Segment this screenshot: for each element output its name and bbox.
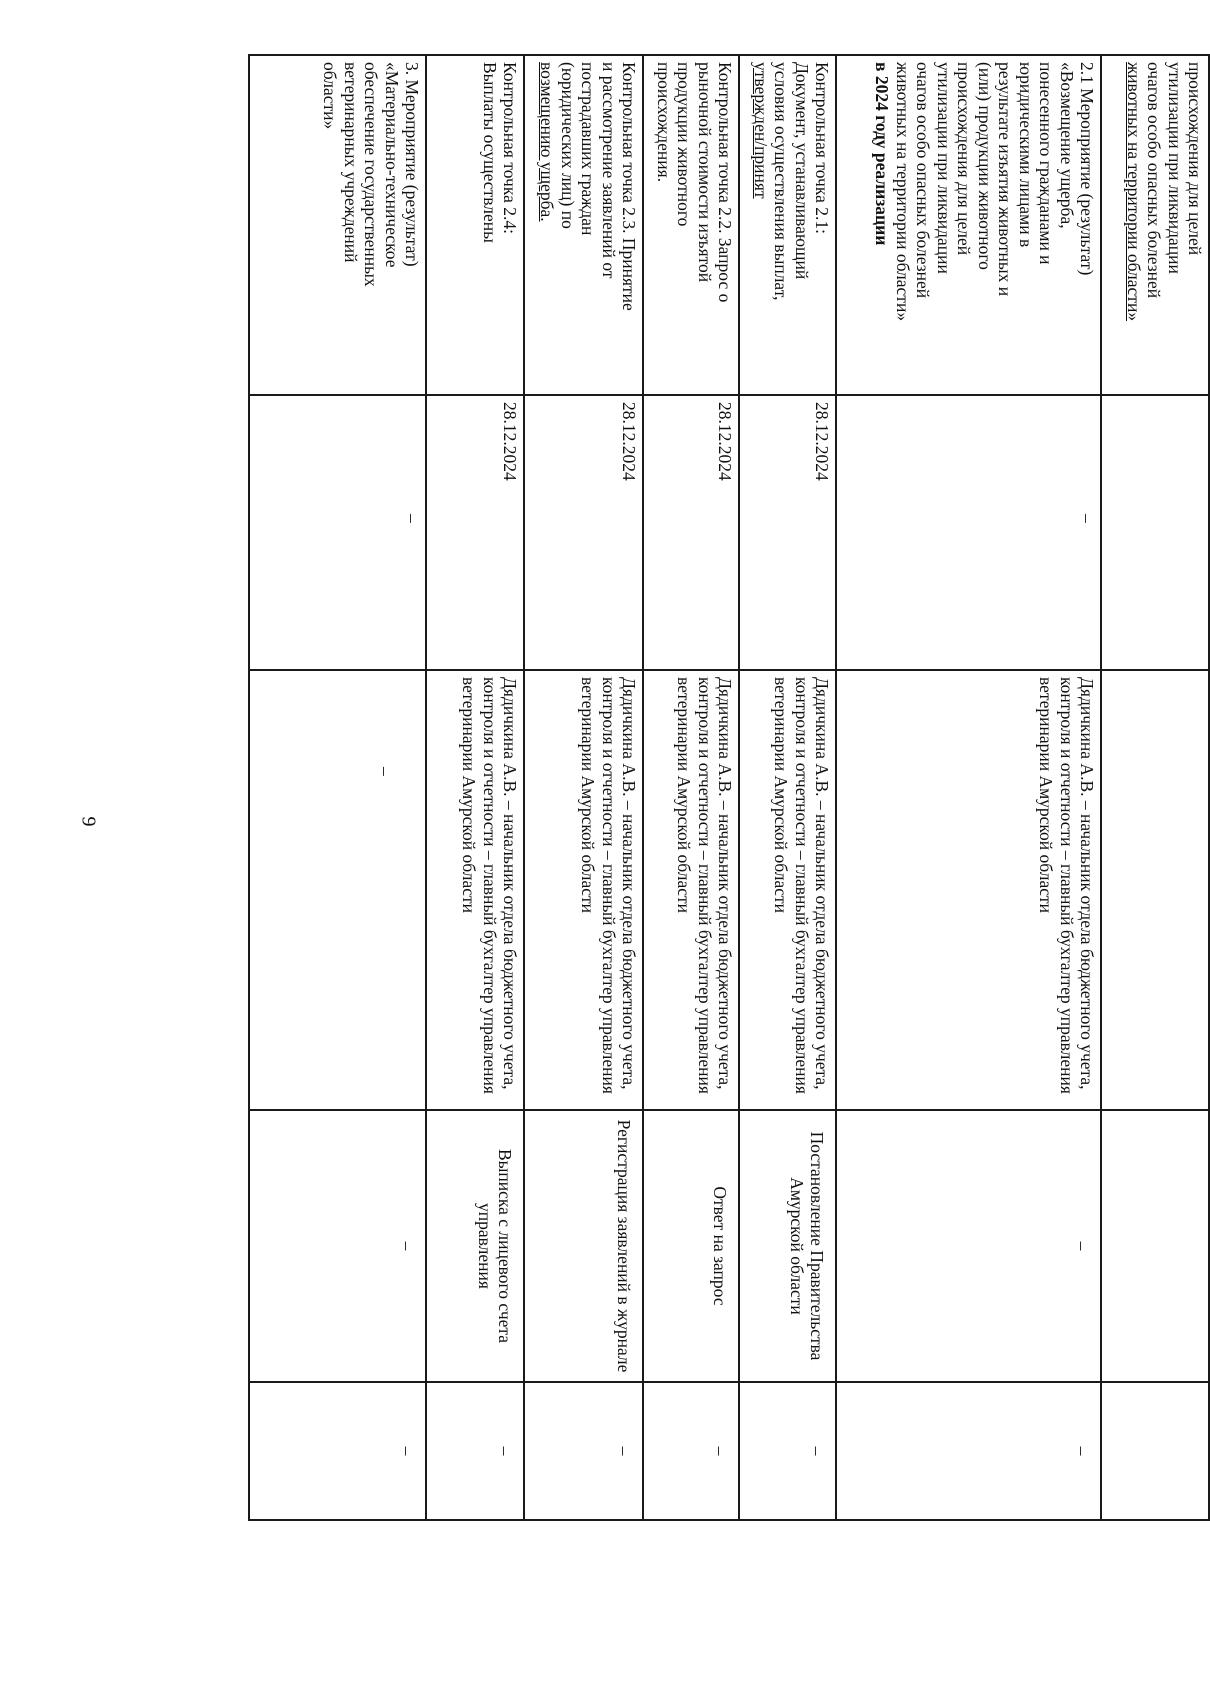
activity-line: Документ, устанавливающий — [791, 62, 812, 280]
responsible-cell — [836, 670, 1101, 1110]
document-text: Постановление Правительства Амурской области — [786, 1131, 827, 1361]
system-text: – — [1072, 1446, 1092, 1456]
activity-line: рыночной стоимости изъятой — [694, 62, 715, 283]
system-cell — [739, 1382, 836, 1520]
system-text: – — [614, 1446, 634, 1456]
activity-line: утвержден/принят — [750, 62, 771, 199]
activity-line: Контрольная точка 2.1: — [812, 62, 832, 234]
activity-line: животных на территории области» — [892, 62, 913, 322]
activity-line: Контрольная точка 2.2. Запрос о — [715, 62, 735, 303]
system-cell — [426, 1382, 524, 1520]
table-row — [426, 55, 524, 1520]
responsible-text: Дядичкина А.В. – начальник отдела бюджетного учета, контроля и отчетности – главный бухгалтер управления ветеринарии Амурской области — [1036, 677, 1097, 1094]
date-text: 28.12.2024 — [500, 402, 520, 481]
activity-emphasis: в 2024 году реализации — [872, 62, 893, 246]
responsible-text: – — [375, 767, 395, 776]
document-text: Регистрация заявлений в журнале — [614, 1119, 634, 1373]
responsible-cell — [1101, 670, 1209, 1110]
activity-line: юридическими лицами в — [1015, 62, 1036, 248]
activity-cell — [524, 55, 643, 395]
date-cell — [739, 395, 836, 670]
document-text: Выписка с лицевого счета управления — [474, 1148, 515, 1344]
activity-line: животных на территории области» — [1123, 62, 1144, 322]
activity-line: происхождения для целей — [1185, 62, 1205, 256]
system-cell — [524, 1382, 643, 1520]
activity-line: результате изъятия животных и — [995, 62, 1016, 297]
responsible-cell — [249, 670, 426, 1110]
activity-line: и рассмотрение заявлений от — [598, 62, 619, 279]
document-text: – — [1072, 1241, 1092, 1251]
system-cell — [249, 1382, 426, 1520]
activity-line: возмещению ущерба. — [537, 62, 558, 222]
date-text: 28.12.2024 — [715, 402, 735, 481]
document-cell — [249, 1110, 426, 1382]
activity-line: утилизации при ликвидации — [1164, 62, 1185, 274]
activity-cell — [643, 55, 739, 395]
table-row — [643, 55, 739, 1520]
table-row — [836, 55, 1101, 1520]
activity-line: 3. Мероприятие (результат) — [402, 62, 422, 267]
date-cell — [524, 395, 643, 670]
date-cell — [249, 395, 426, 670]
activity-line: «Материально-техническое — [381, 62, 402, 268]
responsible-text: Дядичкина А.В. – начальник отдела бюджетного учета, контроля и отчетности – главный бухгалтер управления ветеринарии Амурской области — [771, 677, 832, 1094]
activity-line: (юридических лиц) по — [557, 62, 578, 229]
activity-line: «Возмещение ущерба, — [1056, 62, 1077, 229]
document-text: – — [397, 1241, 417, 1251]
system-text: – — [807, 1446, 827, 1456]
date-text: – — [402, 514, 422, 523]
activity-line: Контрольная точка 2.4: — [500, 62, 520, 234]
activity-line: ветеринарных учреждений — [340, 62, 361, 263]
rotated-table-container — [250, 54, 1210, 1519]
responsible-cell — [739, 670, 836, 1110]
activity-line: происхождения для целей — [954, 62, 975, 256]
document-cell — [739, 1110, 836, 1382]
document-cell — [836, 1110, 1101, 1382]
document-cell — [426, 1110, 524, 1382]
activity-plan-table — [248, 54, 1210, 1521]
activity-line: утилизации при ликвидации — [933, 62, 954, 274]
date-text: – — [1077, 514, 1097, 523]
activity-cell — [1101, 55, 1209, 395]
activity-line: области» — [320, 62, 341, 130]
responsible-cell — [524, 670, 643, 1110]
activity-line: обеспечение государственных — [361, 62, 382, 287]
system-text: – — [710, 1446, 730, 1456]
table-row — [524, 55, 643, 1520]
activity-line: продукции животного — [674, 62, 695, 227]
responsible-cell — [426, 670, 524, 1110]
activity-line: (или) продукции животного — [974, 62, 995, 270]
responsible-text: Дядичкина А.В. – начальник отдела бюджетного учета, контроля и отчетности – главный бухгалтер управления ветеринарии Амурской области — [674, 677, 735, 1094]
activity-line: Контрольная точка 2.3. Принятие — [619, 62, 639, 311]
date-cell — [426, 395, 524, 670]
activity-line: очагов особо опасных болезней — [1144, 62, 1165, 299]
system-cell — [643, 1382, 739, 1520]
activity-cell — [249, 55, 426, 395]
document-text: Ответ на запрос — [710, 1186, 730, 1306]
table-row — [249, 55, 426, 1520]
system-cell — [1101, 1382, 1209, 1520]
activity-line: очагов особо опасных болезней — [913, 62, 934, 299]
table-row — [1101, 55, 1209, 1520]
activity-cell — [836, 55, 1101, 395]
document-cell — [643, 1110, 739, 1382]
responsible-text: Дядичкина А.В. – начальник отдела бюджетного учета, контроля и отчетности – главный бухгалтер управления ветеринарии Амурской области — [459, 677, 520, 1094]
activity-line: происхождения. — [653, 62, 674, 183]
responsible-cell — [643, 670, 739, 1110]
system-text: – — [397, 1446, 417, 1456]
date-text: 28.12.2024 — [619, 402, 639, 481]
table-row — [739, 55, 836, 1520]
system-text: – — [495, 1446, 515, 1456]
document-cell — [524, 1110, 643, 1382]
activity-line: условия осуществления выплат, — [771, 62, 792, 301]
date-cell — [1101, 395, 1209, 670]
responsible-text: Дядичкина А.В. – начальник отдела бюджетного учета, контроля и отчетности – главный бухгалтер управления ветеринарии Амурской области — [578, 677, 639, 1094]
date-cell — [836, 395, 1101, 670]
activity-line: понесенного гражданами и — [1036, 62, 1057, 265]
system-cell — [836, 1382, 1101, 1520]
date-text: 28.12.2024 — [812, 402, 832, 481]
activity-cell — [426, 55, 524, 395]
page-number: 9 — [77, 816, 100, 827]
activity-cell — [739, 55, 836, 395]
date-cell — [643, 395, 739, 670]
activity-line: 2.1 Мероприятие (результат) — [1077, 62, 1097, 276]
activity-line: пострадавших граждан — [578, 62, 599, 236]
activity-line: Выплаты осуществлены — [479, 62, 500, 243]
document-cell — [1101, 1110, 1209, 1382]
